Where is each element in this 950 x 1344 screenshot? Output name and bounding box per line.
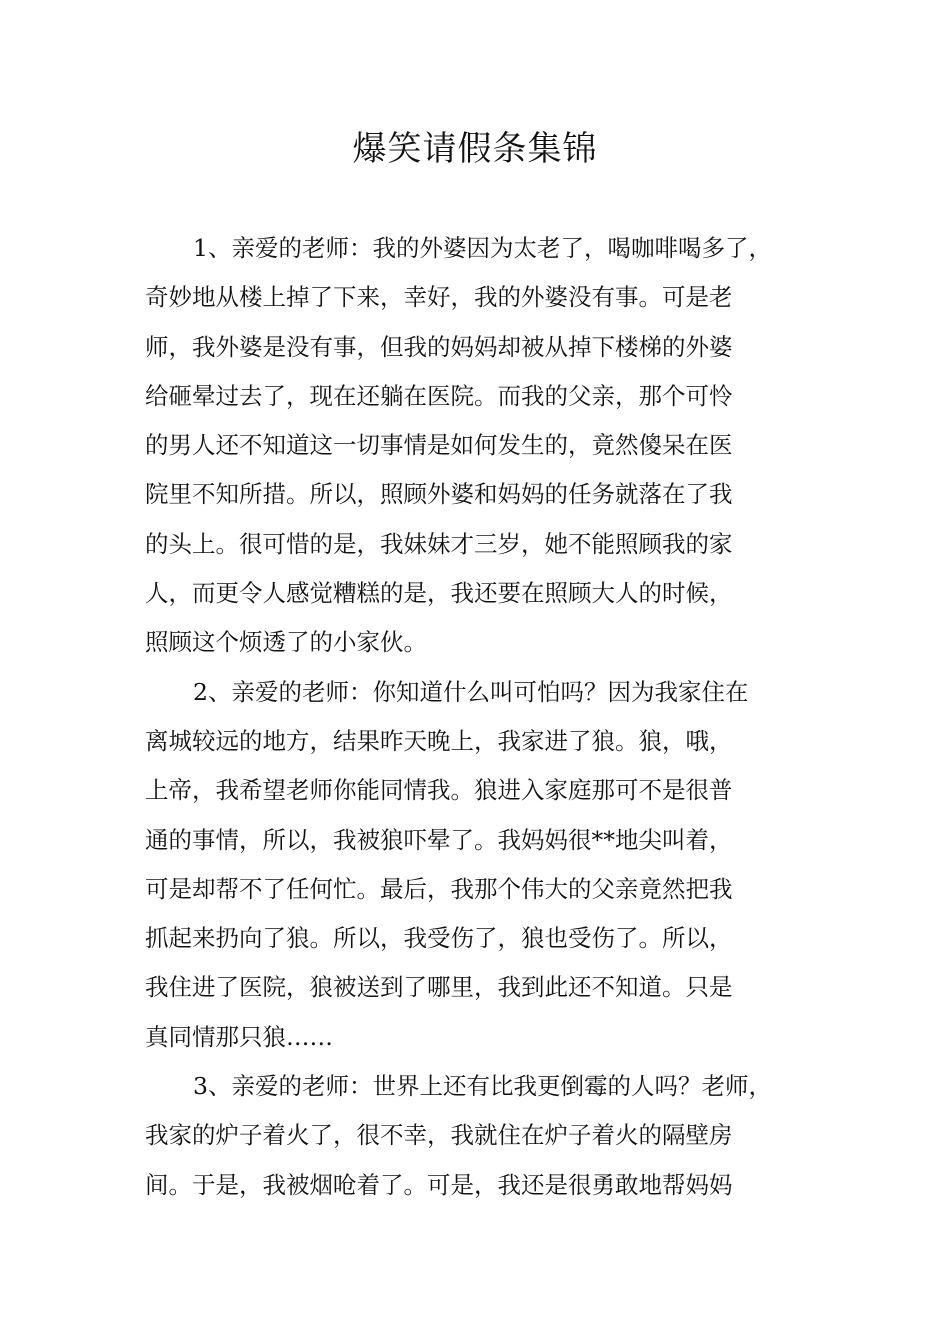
paragraph-1 — [145, 224, 835, 668]
paragraph-line: 我家的炉子着火了，很不幸，我就住在炉子着火的隔壁房 — [145, 1121, 733, 1150]
paragraph-line: 通的事情，所以，我被狼吓晕了。我妈妈很**地尖叫着， — [145, 825, 733, 854]
paragraph-line: 抓起来扔向了狼。所以，我受伤了，狼也受伤了。所以， — [145, 924, 733, 953]
document-title: 爆笑请假条集锦 — [352, 129, 598, 169]
paragraph-line: 1、亲爱的老师：我的外婆因为太老了，喝咖啡喝多了， — [193, 234, 772, 262]
paragraph-line: 的头上。很可惜的是，我妹妹才三岁，她不能照顾我的家 — [145, 529, 733, 558]
paragraph-line: 间。于是，我被烟呛着了。可是，我还是很勇敢地帮妈妈 — [145, 1170, 733, 1199]
paragraph-line: 的男人还不知道这一切事情是如何发生的，竟然傻呆在医 — [145, 431, 733, 460]
paragraph-line: 院里不知所措。所以，照顾外婆和妈妈的任务就落在了我 — [145, 480, 733, 509]
paragraph-line: 可是却帮不了任何忙。最后，我那个伟大的父亲竟然把我 — [145, 874, 733, 903]
paragraph-line: 奇妙地从楼上掉了下来，幸好，我的外婆没有事。可是老 — [145, 283, 733, 312]
paragraph-line: 师，我外婆是没有事，但我的妈妈却被从掉下楼梯的外婆 — [145, 332, 733, 361]
paragraph-line: 给砸晕过去了，现在还躺在医院。而我的父亲，那个可怜 — [145, 381, 733, 410]
document-body — [145, 224, 835, 1210]
paragraph-line: 人，而更令人感觉糟糕的是，我还要在照顾大人的时候， — [145, 579, 733, 608]
paragraph-line: 真同情那只狼…… — [145, 1022, 333, 1051]
paragraph-line: 2、亲爱的老师：你知道什么叫可怕吗？因为我家住在 — [193, 677, 749, 706]
paragraph-line: 3、亲爱的老师：世界上还有比我更倒霉的人吗？老师， — [193, 1072, 772, 1101]
paragraph-2 — [145, 668, 835, 1062]
paragraph-line: 离城较远的地方，结果昨天晚上，我家进了狼。狼，哦， — [145, 726, 733, 755]
paragraph-3 — [145, 1062, 835, 1210]
paragraph-line: 照顾这个烦透了的小家伙。 — [145, 628, 427, 657]
paragraph-line: 我住进了医院，狼被送到了哪里，我到此还不知道。只是 — [145, 973, 733, 1002]
paragraph-line: 上帝，我希望老师你能同情我。狼进入家庭那可不是很普 — [145, 776, 733, 805]
